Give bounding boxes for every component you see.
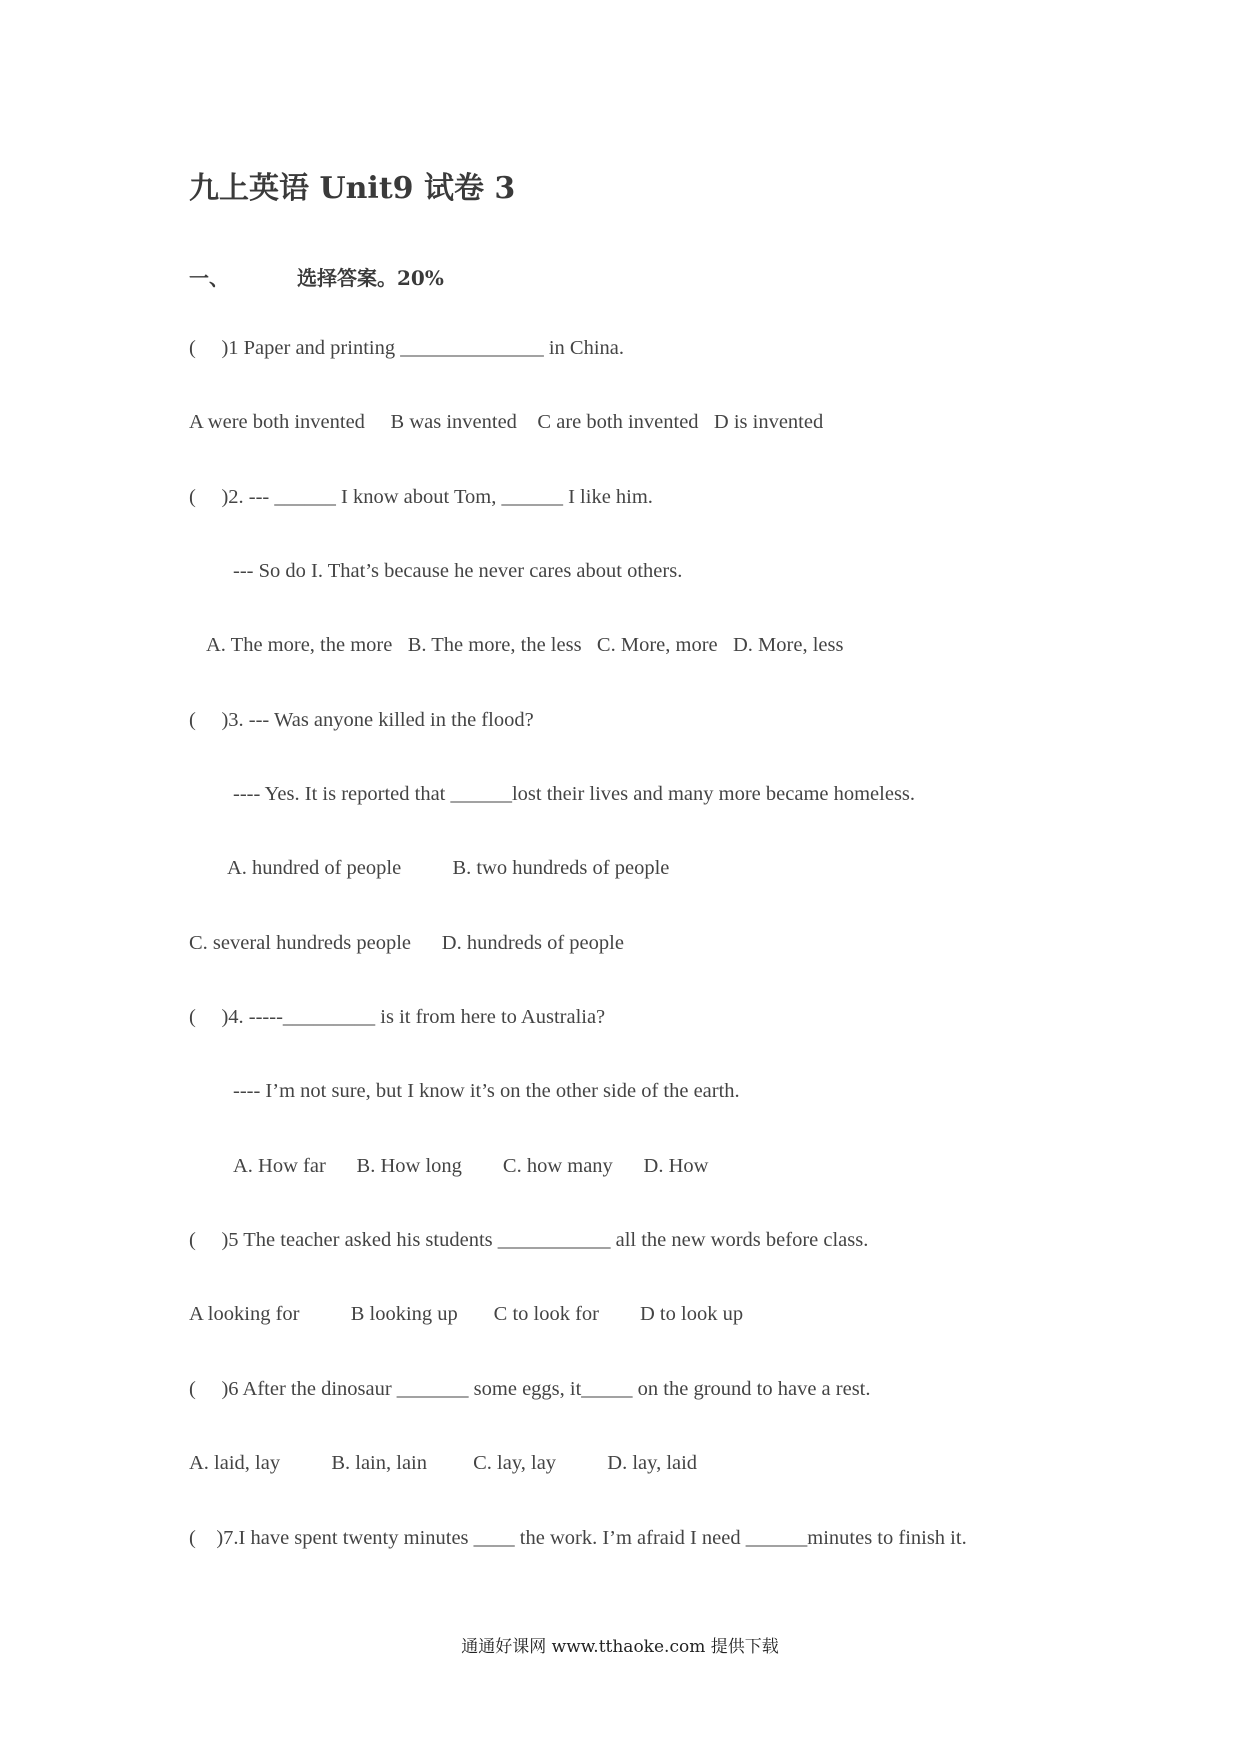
question-5-options: A looking for B looking up C to look for D to look up bbox=[189, 1303, 744, 1325]
question-3-options-cd: C. several hundreds people D. hundreds of people bbox=[189, 932, 624, 954]
question-1: ( )1 Paper and printing ______________ in China. bbox=[189, 337, 625, 359]
question-5: ( )5 The teacher asked his students ___________ all the new words before class. bbox=[189, 1229, 869, 1251]
question-6: ( )6 After the dinosaur _______ some eggs, it_____ on the ground to have a rest. bbox=[189, 1378, 871, 1400]
question-4-options: A. How far B. How long C. how many D. How bbox=[233, 1155, 709, 1177]
question-3-dialogue: ---- Yes. It is reported that ______lost their lives and many more became homeless. bbox=[233, 783, 916, 805]
question-3-options-ab: A. hundred of people B. two hundreds of people bbox=[227, 857, 670, 879]
section-number: 一、 bbox=[189, 266, 229, 290]
question-2-dialogue: --- So do I. That’s because he never cares about others. bbox=[233, 560, 683, 582]
question-2: ( )2. --- ______ I know about Tom, ______ I like him. bbox=[189, 486, 653, 508]
question-7: ( )7.I have spent twenty minutes ____ the work. I’m afraid I need ______minutes to finish it. bbox=[189, 1527, 967, 1549]
question-4: ( )4. -----_________ is it from here to Australia? bbox=[189, 1006, 606, 1028]
section-heading: 选择答案。20% bbox=[297, 266, 444, 290]
question-4-dialogue: ---- I’m not sure, but I know it’s on the other side of the earth. bbox=[233, 1080, 740, 1102]
page-title: 九上英语 Unit9 试卷 3 bbox=[189, 171, 516, 206]
question-3: ( )3. --- Was anyone killed in the flood? bbox=[189, 709, 534, 731]
page-footer: 通通好课网 www.tthaoke.com 提供下载 bbox=[461, 1637, 779, 1657]
question-2-options: A. The more, the more B. The more, the less C. More, more D. More, less bbox=[206, 634, 844, 656]
question-6-options: A. laid, lay B. lain, lain C. lay, lay D. lay, laid bbox=[189, 1452, 698, 1474]
question-1-options: A were both invented B was invented C are both invented D is invented bbox=[189, 411, 824, 433]
